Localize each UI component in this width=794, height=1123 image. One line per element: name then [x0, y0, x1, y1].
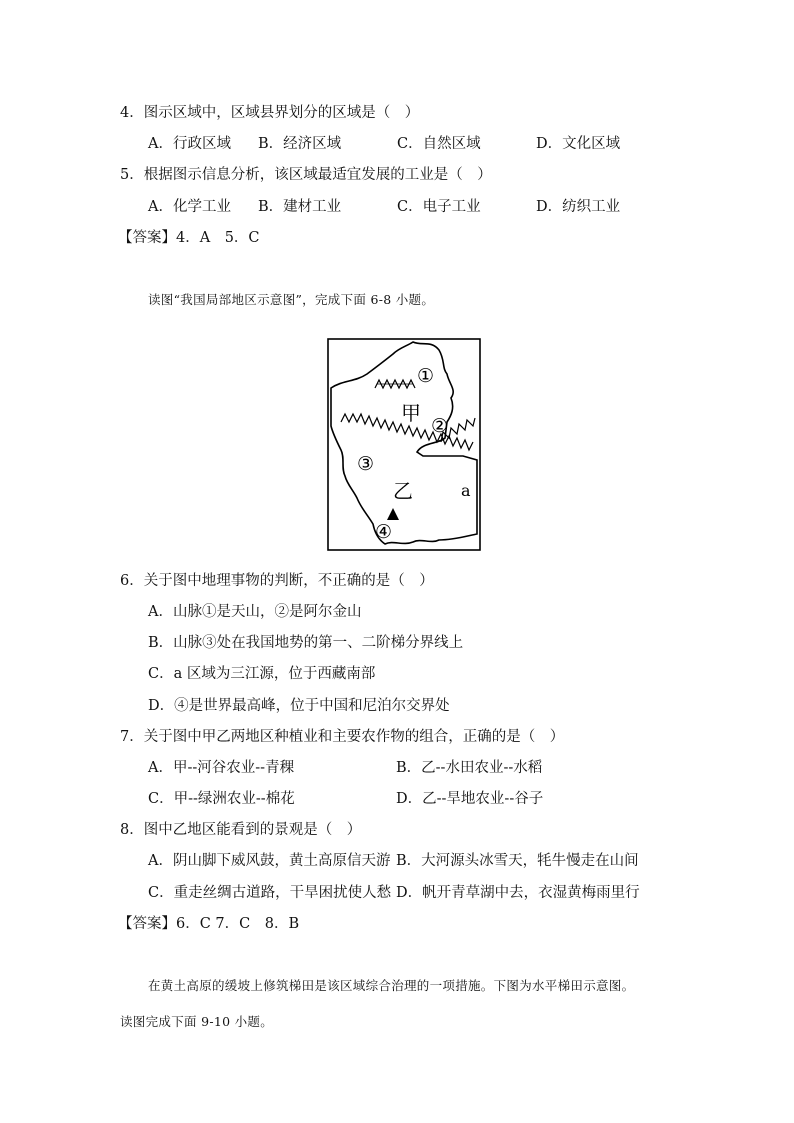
- regional-map-figure: [327, 338, 481, 551]
- q7-option-c: C．甲--绿洲农业--棉花: [148, 791, 295, 807]
- q8-option-c: C．重走丝绸古道路，干旱困扰使人愁: [148, 885, 392, 901]
- q4-option-c: C．自然区域: [397, 136, 481, 152]
- q7-option-a: A．甲--河谷农业--青稞: [148, 760, 295, 776]
- q6-option-d: D．④是世界最高峰，位于中国和尼泊尔交界处: [148, 698, 450, 714]
- intro-6-8: 读图“我国局部地区示意图”，完成下面 6-8 小题。: [148, 292, 435, 307]
- intro-9-10-line1: 在黄土高原的缓坡上修筑梯田是该区域综合治理的一项措施。下图为水平梯田示意图。: [148, 978, 635, 993]
- q7-option-d: D．乙--旱地农业--谷子: [396, 791, 544, 807]
- q4-option-d: D．文化区域: [536, 136, 621, 152]
- q5-option-b: B．建材工业: [258, 199, 342, 215]
- q6-option-b: B．山脉③处在我国地势的第一、二阶梯分界线上: [148, 635, 464, 651]
- q4-option-b: B．经济区域: [258, 136, 342, 152]
- answer-4-5: 【答案】4．A 5．C: [118, 230, 260, 246]
- map-label-yi: 乙: [393, 479, 413, 503]
- q8-option-d: D．帆开青草湖中去，衣湿黄梅雨里行: [396, 885, 640, 901]
- question-5-stem: 5．根据图示信息分析，该区域最适宜发展的工业是（ ）: [120, 167, 492, 183]
- q5-option-d: D．纺织工业: [536, 199, 621, 215]
- q8-option-a: A．阴山脚下威风鼓，黄土高原信天游: [148, 853, 391, 869]
- question-7-stem: 7．关于图中甲乙两地区种植业和主要农作物的组合，正确的是（ ）: [120, 729, 565, 745]
- q5-option-c: C．电子工业: [397, 199, 481, 215]
- intro-9-10-line2: 读图完成下面 9-10 小题。: [120, 1014, 274, 1029]
- q6-option-c: C．a 区域为三江源，位于西藏南部: [148, 666, 376, 682]
- q4-option-a: A．行政区域: [148, 136, 231, 152]
- map-label-2: ②: [431, 415, 449, 437]
- map-label-3: ③: [357, 453, 375, 475]
- q7-option-b: B．乙--水田农业--水稻: [396, 760, 543, 776]
- question-4-stem: 4．图示区域中，区域县界划分的区域是（ ）: [120, 105, 420, 121]
- q8-option-b: B．大河源头冰雪天，牦牛慢走在山间: [396, 853, 639, 869]
- question-6-stem: 6．关于图中地理事物的判断，不正确的是（ ）: [120, 573, 434, 589]
- question-8-stem: 8．图中乙地区能看到的景观是（ ）: [120, 822, 362, 838]
- answer-6-8: 【答案】6．C 7．C 8．B: [118, 916, 300, 932]
- map-label-jia: 甲: [401, 401, 421, 425]
- map-label-4: ④: [375, 521, 393, 543]
- map-label-a: a: [461, 481, 471, 500]
- q6-option-a: A．山脉①是天山，②是阿尔金山: [148, 604, 362, 620]
- q5-option-a: A．化学工业: [148, 199, 231, 215]
- map-label-1: ①: [417, 365, 435, 387]
